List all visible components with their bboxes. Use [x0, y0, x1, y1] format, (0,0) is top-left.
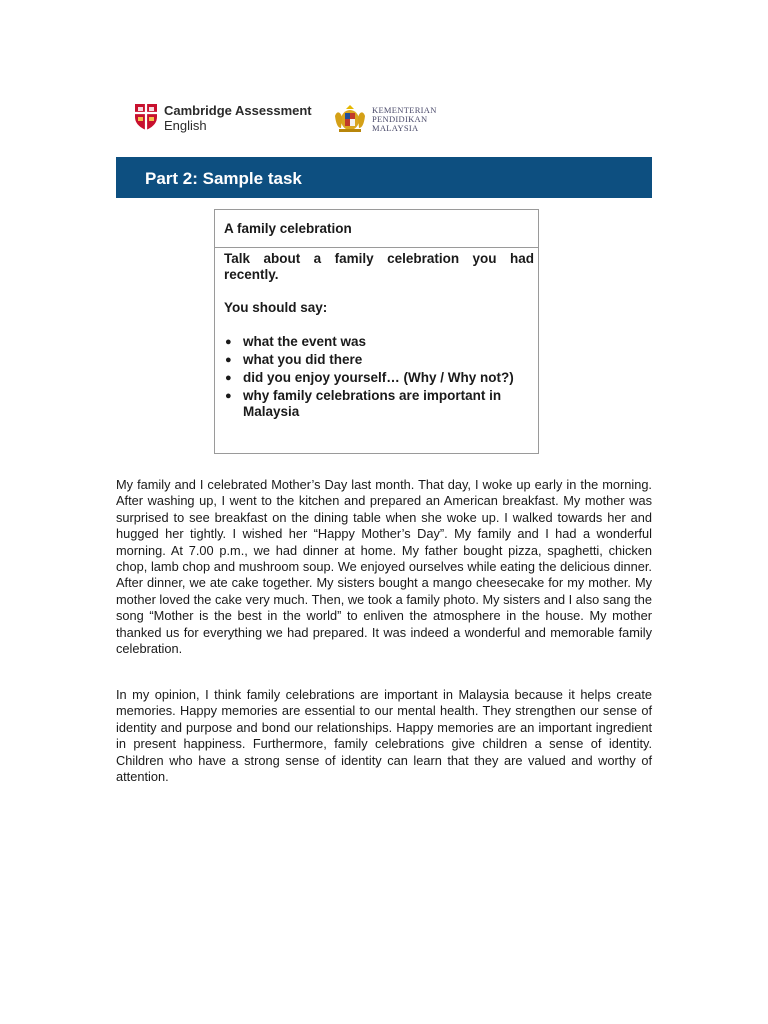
- body-paragraph-1: My family and I celebrated Mother’s Day last month. That day, I woke up early in the morning. After washing up, I went to the kitchen and prepared an American breakfast. My mother was surprised to see breakfast on the dining table when she woke up. I walked towards her and hugged her tightly. I wished her “Happy Mother’s Day”. My family and I had a wonderful morning. At 7.00 p.m., we had dinner at home. My father bought pizza, spaghetti, chicken chop, lamb chop and mushroom soup. We enjoyed ourselves while eating the delicious dinner. After dinner, we ate cake together. My sisters bought a mango cheesecake for my mother. My mother loved the cake very much. Then, we took a family photo. My sisters and I also sang the song “Mother is the best in the world” to enliven the atmosphere in the house. My mother thanked us for everything we had prepared. It was indeed a wonderful and memorable family celebration.: [116, 477, 652, 657]
- bullet-icon: ●: [225, 372, 232, 384]
- task-card: [214, 209, 539, 454]
- banner-title: Part 2: Sample task: [145, 169, 302, 188]
- section-banner: [116, 157, 652, 198]
- bullet-text: what you did there: [243, 352, 363, 367]
- cambridge-logo: [134, 103, 312, 133]
- kpm-line2: PENDIDIKAN: [372, 113, 428, 124]
- bullet-text: what the event was: [243, 334, 367, 349]
- cambridge-shield-icon: [134, 103, 158, 131]
- list-item: [224, 370, 534, 386]
- kpm-line3: MALAYSIA: [372, 122, 419, 133]
- task-bullet-list: [224, 334, 534, 420]
- body-paragraph-2: In my opinion, I think family celebrations are important in Malaysia because it helps create memories. Happy memories are essential to our mental health. They strengthen our sense of identity and purpose and bond our relationships. Happy memories are an important ingredient in present happiness. Furthermore, family celebrations give children a sense of identity. Children who have a strong sense of identity can learn that they are valued and worthy of attention.: [116, 687, 652, 785]
- kpm-logo: [332, 104, 437, 134]
- kpm-line1: KEMENTERIAN: [372, 104, 437, 115]
- bullet-icon: ●: [225, 390, 232, 402]
- bullet-text: why family celebrations are important in Malaysia: [243, 388, 502, 419]
- bullet-icon: ●: [225, 336, 232, 348]
- task-heading: A family celebration: [215, 210, 538, 248]
- bullet-icon: ●: [225, 354, 232, 366]
- cambridge-line1: Cambridge Assessment: [164, 103, 312, 118]
- malaysia-crest-icon: [332, 104, 368, 134]
- list-item: [224, 388, 534, 420]
- list-item: [224, 334, 534, 350]
- bullet-text: did you enjoy yourself… (Why / Why not?): [243, 370, 514, 385]
- logo-row: [116, 100, 652, 140]
- cambridge-line2: English: [164, 118, 207, 133]
- task-say-label: You should say:: [224, 300, 328, 315]
- task-body: [215, 248, 538, 420]
- task-prompt: Talk about a family celebration you had recently.: [224, 251, 534, 282]
- list-item: [224, 352, 534, 368]
